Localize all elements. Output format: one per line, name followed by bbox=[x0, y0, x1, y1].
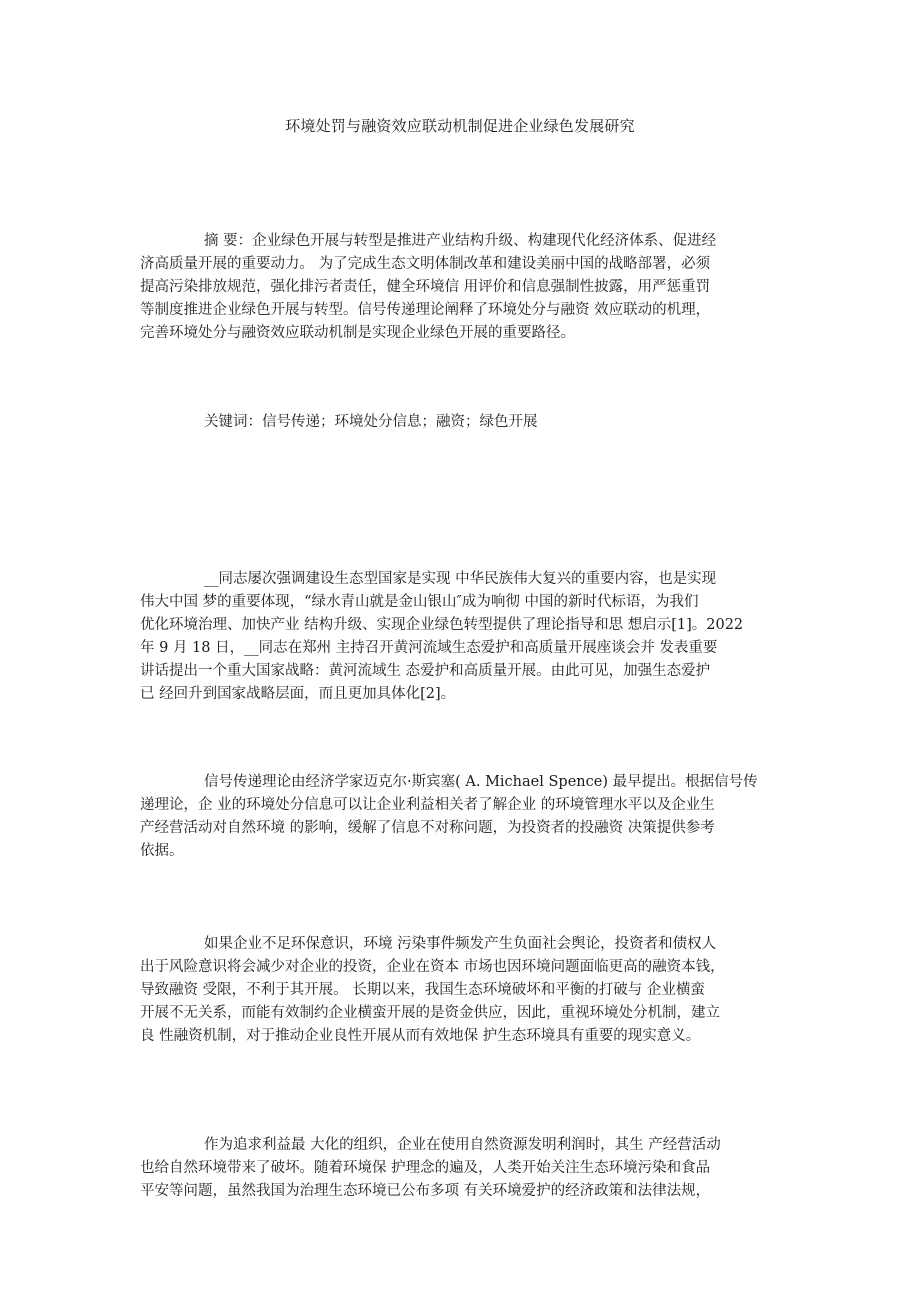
paragraph-line: 讲话提出一个重大国家战略：黄河流域生 态爱护和高质量开展。由此可见，加强生态爱护 bbox=[140, 663, 711, 679]
paragraph-line: 良 性融资机制，对于推动企业良性开展从而有效地保 护生态环境具有重要的现实意义。 bbox=[140, 1028, 701, 1044]
paragraph-2 bbox=[140, 771, 782, 863]
paragraph-line: 信号传递理论由经济学家迈克尔·斯宾塞( A. Michael Spence) 最早提出。根据信号传 bbox=[204, 774, 758, 790]
paragraph-line: 平安等问题，虽然我国为治理生态环境已公布多项 有关环境爱护的经济政策和法律法规， bbox=[140, 1183, 711, 1199]
abstract-line: 摘 要：企业绿色开展与转型是推进产业结构升级、构建现代化经济体系、促进经 bbox=[204, 233, 717, 249]
paragraph-line: 产经营活动对自然环境 的影响，缓解了信息不对称问题，为投资者的投融资 决策提供参考 bbox=[140, 820, 715, 836]
paragraph-line: 依据。 bbox=[140, 843, 184, 859]
abstract-line: 等制度推进企业绿色开展与转型。信号传递理论阐释了环境处分与融资 效应联动的机理， bbox=[140, 302, 711, 318]
paragraph-line: 年 9 月 18 日，__同志在郑州 主持召开黄河流域生态爱护和高质量开展座谈会并 发表重要 bbox=[140, 640, 718, 656]
document-title: 环境处罚与融资效应联动机制促进企业绿色发展研究 bbox=[285, 117, 635, 135]
paragraph-4 bbox=[140, 1134, 782, 1203]
paragraph-line: 如果企业不足环保意识，环境 污染事件频发产生负面社会舆论，投资者和债权人 bbox=[204, 936, 717, 952]
paragraph-3 bbox=[140, 933, 782, 1048]
keywords-line: 关键词：信号传递；环境处分信息；融资；绿色开展 bbox=[204, 414, 538, 430]
paragraph-line: 也给自然环境带来了破坏。随着环境保 护理念的遍及，人类开始关注生态环境污染和食品 bbox=[140, 1160, 711, 1176]
paragraph-line: 作为追求利益最 大化的组织，企业在使用自然资源发明利润时，其生 产经营活动 bbox=[204, 1137, 721, 1153]
paragraph-line: 开展不无关系，而能有效制约企业横蛮开展的是资金供应，因此，重视环境处分机制，建立 bbox=[140, 1005, 720, 1021]
abstract bbox=[140, 230, 782, 345]
paragraph-1 bbox=[140, 568, 782, 706]
paragraph-line: __同志屡次强调建设生态型国家是实现 中华民族伟大复兴的重要内容，也是实现 bbox=[204, 571, 717, 587]
abstract-line: 完善环境处分与融资效应联动机制是实现企业绿色开展的重要路径。 bbox=[140, 325, 575, 341]
paragraph-line: 出于风险意识将会减少对企业的投资，企业在资本 市场也因环境问题面临更高的融资本钱， bbox=[140, 959, 725, 975]
paragraph-line: 递理论，企 业的环境处分信息可以让企业利益相关者了解企业 的环境管理水平以及企业生 bbox=[140, 797, 715, 813]
paragraph-line: 伟大中国 梦的重要体现，“绿水青山就是金山银山″成为响彻 中国的新时代标语，为我们 bbox=[140, 594, 699, 610]
paragraph-line: 导致融资 受限，不利于其开展。 长期以来，我国生态环境破坏和平衡的打破与 企业横蛮 bbox=[140, 982, 705, 998]
abstract-line: 济高质量开展的重要动力。 为了完成生态文明体制改革和建设美丽中国的战略部署，必须 bbox=[140, 256, 711, 272]
abstract-line: 提高污染排放规范，强化排污者责任，健全环境信 用评价和信息强制性披露，用严惩重罚 bbox=[140, 279, 711, 295]
paragraph-line: 已 经回升到国家战略层面，而且更加具体化[2]。 bbox=[140, 686, 456, 702]
paragraph-line: 优化环境治理、加快产业 结构升级、实现企业绿色转型提供了理论指导和思 想启示[1]。2022 bbox=[140, 617, 744, 633]
keywords bbox=[140, 411, 782, 434]
